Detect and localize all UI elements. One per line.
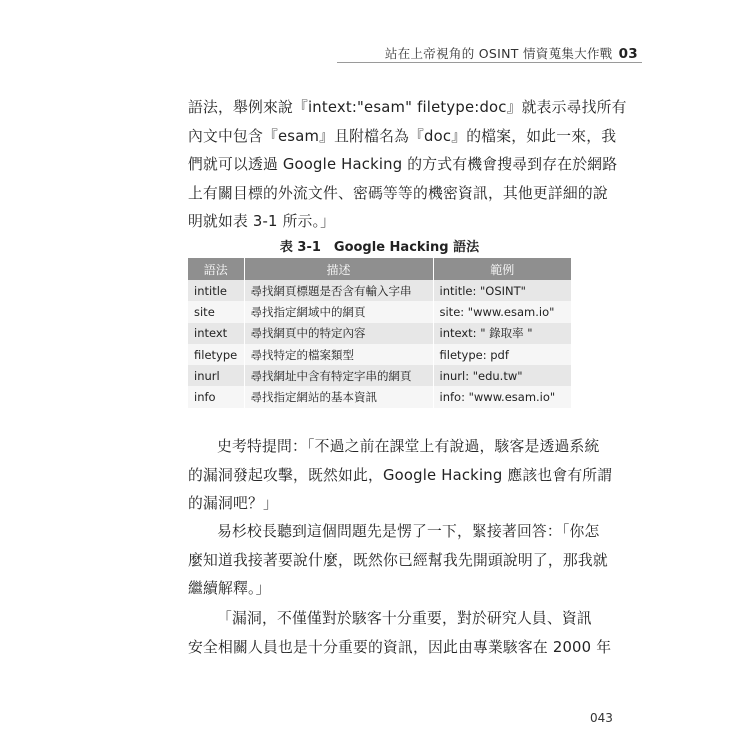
text-line: 易杉校長聽到這個問題先是愣了一下，緊接著回答：「你怎 [217,523,600,540]
paragraph-1 [188,94,627,237]
text-line: 「漏洞，不僅僅對於駭客十分重要，對於研究人員、資訊 [217,610,592,627]
chapter-number: 03 [618,46,638,62]
table-caption: 表 3-1 Google Hacking 語法 [279,240,480,255]
header-rule [337,62,642,63]
cell-syntax: inurl [188,365,244,386]
cell-description: 尋找指定網域中的網頁 [244,301,433,322]
cell-example: filetype: pdf [433,344,571,365]
cell-description: 尋找特定的檔案類型 [244,344,433,365]
paragraph-3 [188,518,608,604]
text-line: 們就可以透過 Google Hacking 的方式有機會搜尋到存在於網路 [188,156,618,173]
table-row [188,301,571,322]
text-line: 繼續解釋。」 [188,580,271,597]
header-description: 描述 [244,258,433,280]
text-line: 上有關目標的外流文件、密碼等等的機密資訊，其他更詳細的說 [188,184,608,202]
table-row [188,280,571,301]
cell-example: intitle: "OSINT" [433,280,571,301]
table-row [188,344,571,365]
cell-description: 尋找網頁中的特定內容 [244,323,433,344]
text-line: 語法，舉例來說『intext:"esam" filetype:doc』就表示尋找所有 [188,99,627,116]
text-line: 麼知道我接著要說什麼，既然你已經幫我先開頭說明了，那我就 [188,551,608,569]
header-syntax: 語法 [188,258,244,280]
cell-example: info: "www.esam.io" [433,386,571,407]
book-title: 站在上帝視角的 OSINT 情資蒐集大作戰 [384,46,613,61]
table-header-row [188,258,571,280]
running-header [318,44,638,62]
text-line: 的漏洞發起攻擊，既然如此，Google Hacking 應該也會有所謂 [188,466,613,484]
table-row [188,323,571,344]
cell-description: 尋找網頁標題是否含有輸入字串 [244,280,433,301]
cell-syntax: site [188,301,244,322]
syntax-table [188,258,571,408]
table-row [188,386,571,407]
text-line: 的漏洞吧？」 [188,495,278,512]
cell-syntax: info [188,386,244,407]
text-line: 史考特提問：「不過之前在課堂上有說過，駭客是透過系統 [217,438,600,455]
cell-example: inurl: "edu.tw" [433,365,571,386]
cell-syntax: intitle [188,280,244,301]
cell-example: site: "www.esam.io" [433,301,571,322]
cell-syntax: filetype [188,344,244,365]
text-line: 明就如表 3-1 所示。」 [188,213,336,230]
cell-syntax: intext [188,323,244,344]
text-line: 安全相關人員也是十分重要的資訊，因此由專業駭客在 2000 年 [188,638,612,656]
header-example: 範例 [433,258,571,280]
cell-description: 尋找網址中含有特定字串的網頁 [244,365,433,386]
page-number: 043 [590,711,613,725]
paragraph-4 [188,605,612,662]
table-row [188,365,571,386]
paragraph-2 [188,433,613,519]
cell-example: intext: " 錄取率 " [433,323,571,344]
text-line: 內文中包含『esam』且附檔名為『doc』的檔案，如此一來，我 [188,127,617,145]
cell-description: 尋找指定網站的基本資訊 [244,386,433,407]
